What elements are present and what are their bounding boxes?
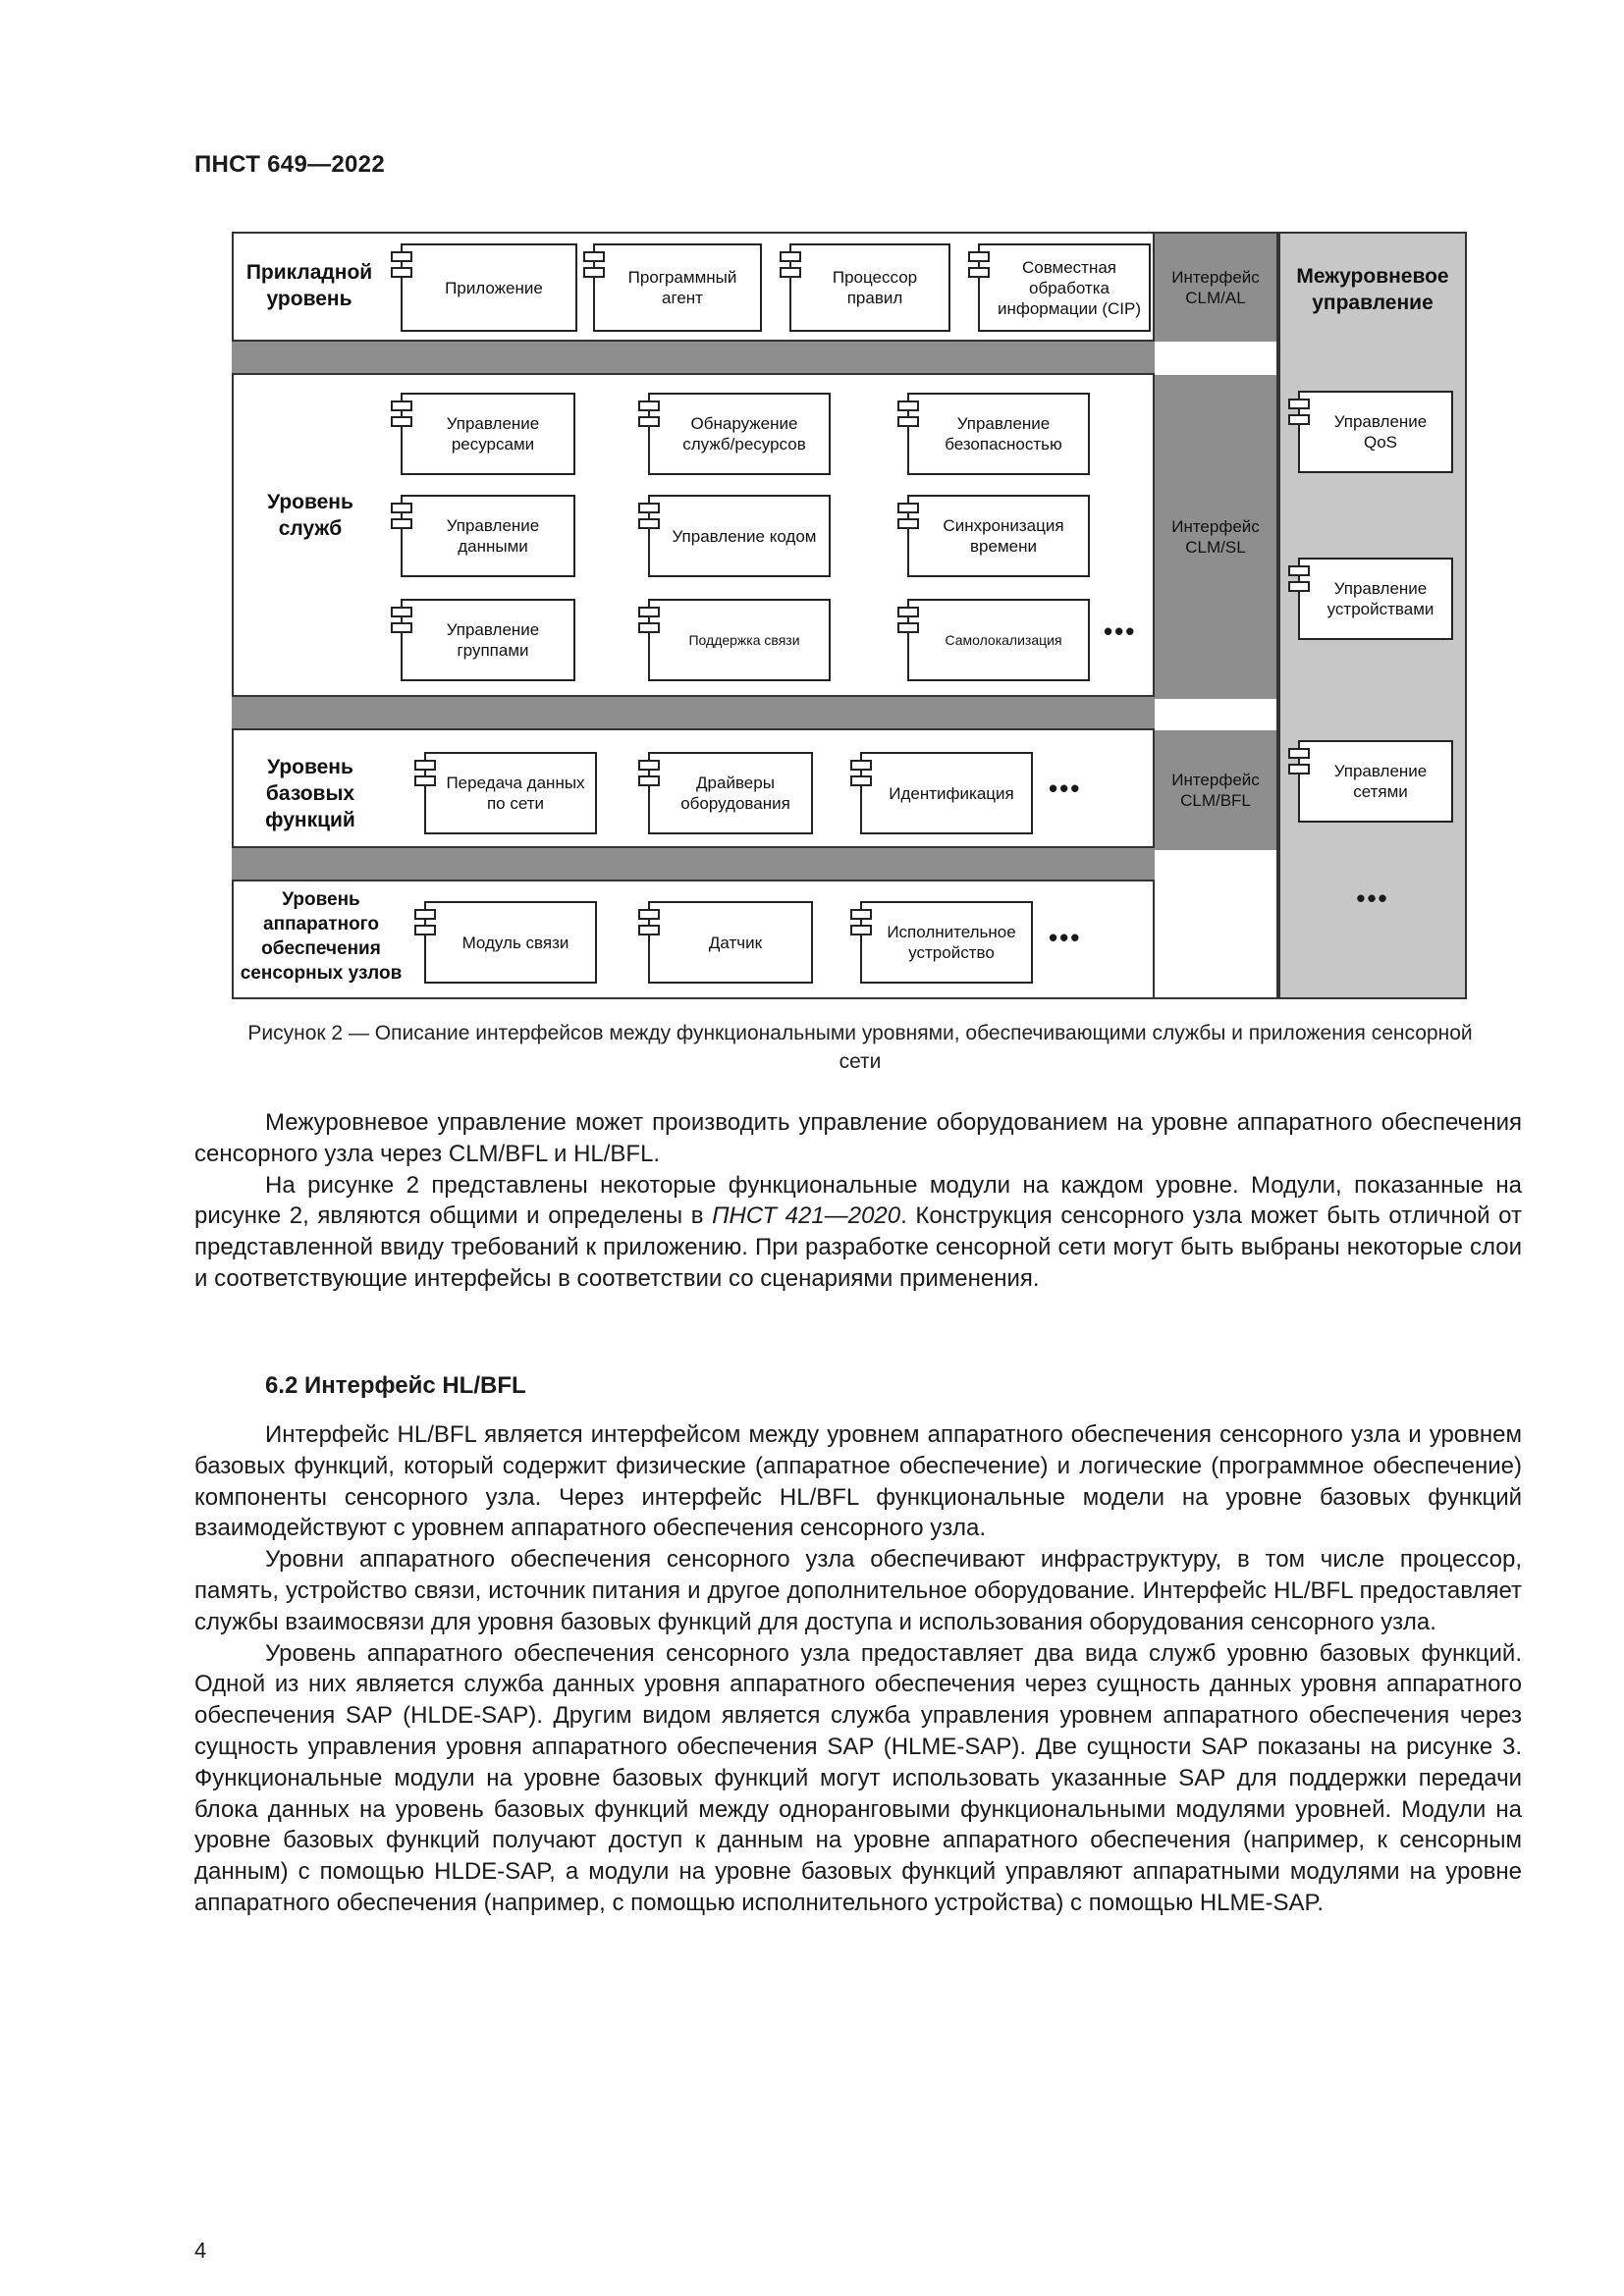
paragraph: Интерфейс HL/BFL является интерфейсом между уровнем аппаратного обеспечения сенсорного узла и уровнем базовых функций, который содержит физические (аппаратное обеспечение) и логические (программное обеспечение) компоненты сенсорного узла. Через интерфейс HL/BFL функциональные модели на уровне базовых функций взаимодействуют с уровнем аппаратного обеспечения сенсорного узла. <box>194 1421 1522 1542</box>
module-sensor <box>648 901 813 984</box>
paragraph: Уровни аппаратного обеспечения сенсорного узла обеспечивают инфраструктуру, в том числе процессор, память, устройство связи, источник питания и другое дополнительное оборудование. Интерфейс HL/BFL предоставляет службы взаимосвязи для уровня базовых функций для доступа и использования оборудования сенсорного узла. <box>194 1546 1522 1635</box>
intro-text <box>194 1107 1522 1295</box>
module-device-management <box>1298 558 1453 640</box>
document-code: ПНСТ 649—2022 <box>194 151 385 178</box>
cross-level-more-dots: ••• <box>1356 883 1389 913</box>
section-heading: 6.2 Интерфейс HL/BFL <box>265 1372 526 1399</box>
module-service-discovery <box>648 393 831 475</box>
module-label: Совместная обработка информации (CIP) <box>997 257 1142 318</box>
services-level-title: Уровень служб <box>267 491 353 540</box>
module-application <box>401 243 577 332</box>
module-qos-management <box>1298 391 1453 473</box>
module-label: Управление данными <box>446 516 540 556</box>
module-label: Управление устройствами <box>1326 579 1435 618</box>
module-label: Обнаружение служб/ресурсов <box>682 414 806 454</box>
module-time-sync <box>907 495 1090 577</box>
paragraph: Уровень аппаратного обеспечения сенсорного узла предоставляет два вида служб уровню базовых функций. Одной из них является служба данных уровня аппаратного обеспечения через сущность данных уровня аппаратного обеспечения SAP (HLDE-SAP). Другим видом является служба управления уровнем аппаратного обеспечения через сущность управления уровня аппаратного обеспечения SAP (HLME-SAP). Две сущности SAP показаны на рисунке 3. Функциональные модули на уровне базовых функций могут использовать указанные SAP для поддержки передачи блока данных на уровень базовых функций между одноранговыми функциональными модулями уровней. Модули на уровне базовых функций получают доступ к данным на уровне аппаратного обеспечения (например, к сенсорным данным) с помощью HLDE-SAP, а модули на уровне базовых функций управляют аппаратными модулями на уровне аппаратного обеспечения (например, с помощью исполнительного устройства) с помощью HLME-SAP. <box>194 1639 1522 1916</box>
interface-clm-bfl: Интерфейс CLM/BFL <box>1155 730 1276 850</box>
module-security-management <box>907 393 1090 475</box>
basic-functions-level-title: Уровень базовых функций <box>265 756 355 831</box>
module-label: Процессор правил <box>832 268 918 307</box>
basic-more-dots: ••• <box>1049 774 1082 803</box>
interface-clm-sl: Интерфейс CLM/SL <box>1155 375 1276 699</box>
module-label: Управление кодом <box>672 526 817 546</box>
hardware-level-title: Уровень аппаратного обеспечения сенсорных узлов <box>240 889 403 984</box>
module-label: Управление безопасностью <box>945 414 1062 454</box>
module-rule-processor <box>789 243 950 332</box>
module-label: Управление группами <box>446 620 540 660</box>
module-label: Управление сетями <box>1333 762 1428 801</box>
separator-bar <box>232 848 1155 880</box>
module-software-agent <box>593 243 762 332</box>
module-hardware-drivers <box>648 752 813 834</box>
module-data-management <box>401 495 575 577</box>
module-label: Программный агент <box>627 268 737 307</box>
module-identification <box>860 752 1033 834</box>
separator-bar <box>232 342 1155 373</box>
interface-clm-al: Интерфейс CLM/AL <box>1155 234 1276 342</box>
module-label: Исполнительное устройство <box>887 923 1016 962</box>
module-group-management <box>401 599 575 681</box>
page-number: 4 <box>194 2238 207 2263</box>
cross-level-title: Межуровневое управление <box>1296 265 1449 314</box>
hardware-more-dots: ••• <box>1049 923 1082 952</box>
module-actuator <box>860 901 1033 984</box>
section-text <box>194 1419 1522 1919</box>
module-label: Синхронизация времени <box>943 516 1064 556</box>
figure-caption: Рисунок 2 — Описание интерфейсов между функциональными уровнями, обеспечивающими службы и приложения сенсорной сети <box>247 1022 1473 1073</box>
module-network-data-transfer <box>424 752 597 834</box>
paragraph: Межуровневое управление может производить управление оборудованием на уровне аппаратного обеспечения сенсорного узла через CLM/BFL и HL/BFL. <box>194 1109 1522 1167</box>
module-label: Приложение <box>445 278 543 297</box>
module-label: Датчик <box>708 933 763 952</box>
module-label: Самолокализация <box>945 631 1062 648</box>
services-more-dots: ••• <box>1104 616 1137 646</box>
module-self-localization <box>907 599 1090 681</box>
module-label: Передача данных по сети <box>446 774 585 813</box>
cross-level-management-panel <box>1278 232 1467 999</box>
module-communication <box>424 901 597 984</box>
module-label: Поддержка связи <box>688 631 800 648</box>
module-label: Драйверы оборудования <box>680 774 790 813</box>
module-label: Идентификация <box>889 783 1014 803</box>
application-level-title: Прикладной уровень <box>245 261 373 310</box>
module-label: Управление QoS <box>1333 412 1428 452</box>
paragraph <box>194 1170 1522 1295</box>
module-cip <box>978 243 1151 332</box>
separator-bar <box>232 697 1155 728</box>
module-resource-management <box>401 393 575 475</box>
module-label: Модуль связи <box>461 933 569 952</box>
module-code-management <box>648 495 831 577</box>
module-network-management <box>1298 740 1453 823</box>
module-label: Управление ресурсами <box>446 414 540 454</box>
standard-reference: ПНСТ 421—2020 <box>712 1202 901 1230</box>
paragraph-text: . Конструкция сенсорного узла может быть отличной от представленной ввиду требований к приложению. При разработке сенсорной сети могут быть выбраны некоторые слои и соответствующие интерфейсы в соответствии со сценариями применения. <box>194 1202 1522 1292</box>
module-communication-support <box>648 599 831 681</box>
architecture-figure <box>232 232 1489 999</box>
paragraph-text: На рисунке 2 представлены некоторые функциональные модули на каждом уровне. Модули, показанные на рисунке 2, являются общими и определены в <box>194 1171 1522 1230</box>
interfaces-column <box>1155 232 1278 999</box>
